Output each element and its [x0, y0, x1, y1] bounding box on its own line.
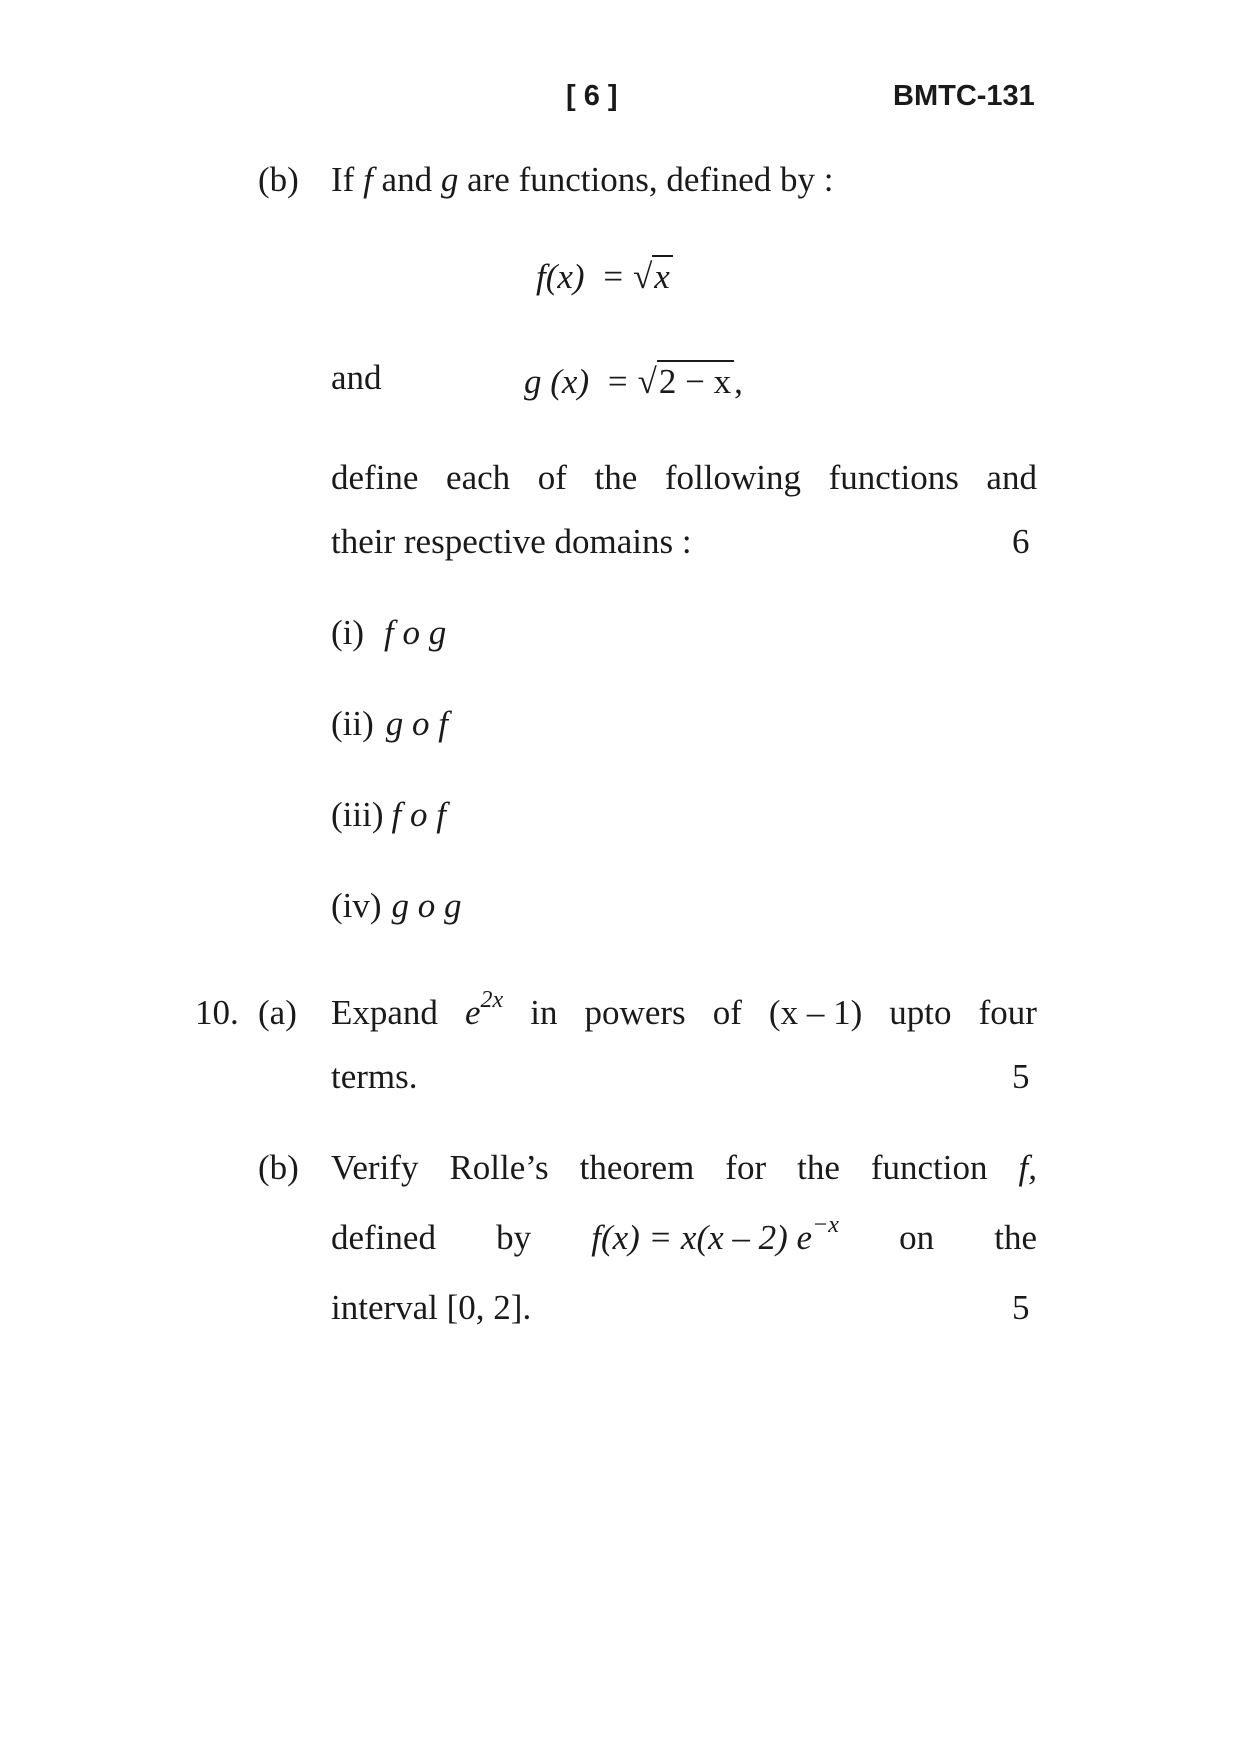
q10b-marks: 5 [1012, 1288, 1030, 1327]
q10b-line2: defined by f(x) = x(x – 2) $e^{-x}$ on the [331, 1212, 1037, 1257]
g-definition: g (x) = √2 − x, [524, 362, 743, 401]
page-number: [ 6 ] [566, 80, 618, 112]
q10b-line1: Verify Rolle’s theorem for the function f, [331, 1148, 1037, 1187]
q10a-marks: 5 [1012, 1057, 1030, 1096]
q10b-line3: interval [0, 2]. [331, 1288, 532, 1327]
q9b-label: (b) [258, 160, 299, 199]
q9b-item-i: (i) f o g [331, 613, 447, 652]
q9b-item-ii: (ii) g o f [331, 704, 448, 743]
q9b-intro: If f and g are functions, defined by : [331, 160, 834, 199]
and-word: and [331, 358, 382, 397]
q10-number: 10. [195, 993, 239, 1032]
q10a-label: (a) [258, 993, 297, 1032]
q9b-instruction-line2: their respective domains : [331, 522, 692, 561]
q9b-item-iv: (iv) g o g [331, 886, 462, 925]
q9b-item-iii: (iii) f o f [331, 795, 446, 834]
q9b-marks: 6 [1012, 522, 1030, 561]
paper-code: BMTC-131 [893, 80, 1035, 112]
q10a-line1: Expand $e^{2x}$ in powers of (x – 1) upto four [331, 987, 1037, 1032]
q10a-line2: terms. [331, 1057, 418, 1096]
q10b-label: (b) [258, 1148, 299, 1187]
f-definition: f(x) = √x [536, 255, 673, 297]
q9b-instruction-line1: define each of the following functions and [331, 458, 1037, 497]
